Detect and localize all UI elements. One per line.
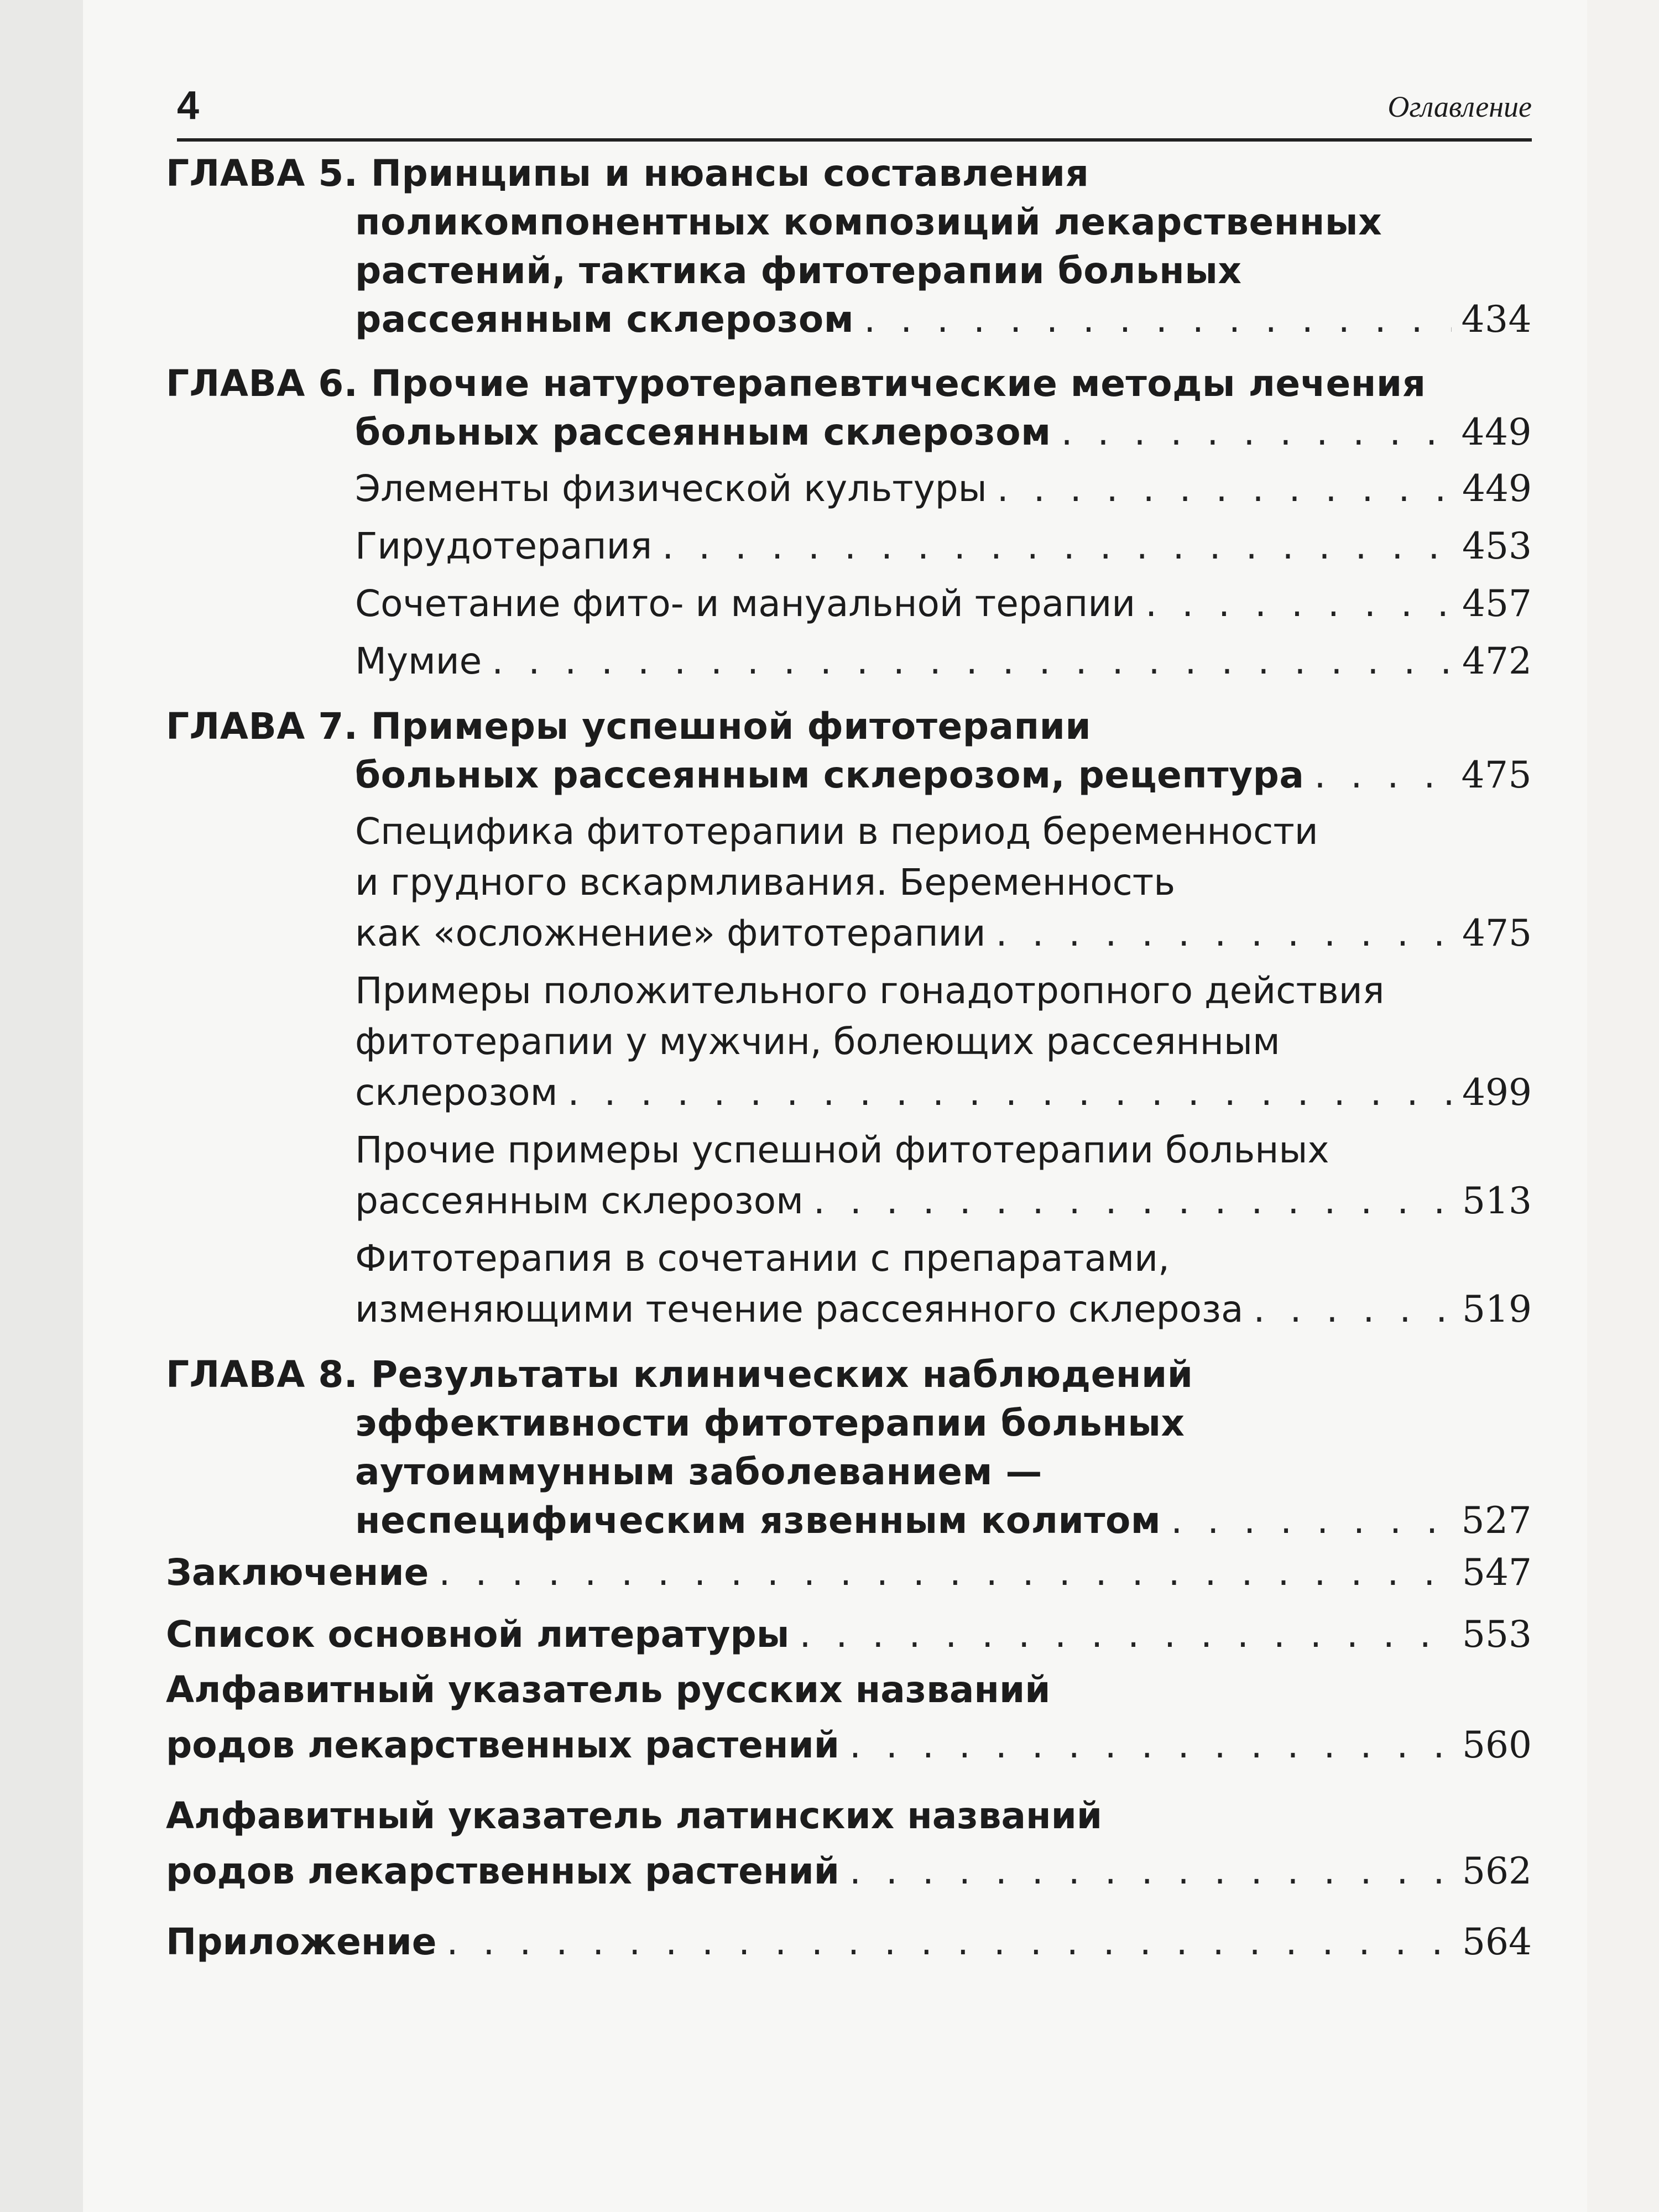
toc-entry-combined-drugs[interactable]: [166, 1233, 1532, 1335]
toc-entry-line: фитотерапии у мужчин, болеющих рассеянным: [355, 1020, 1280, 1063]
toc-entry-line: родов лекарственных растений: [166, 1850, 840, 1892]
toc-entry-line: ГЛАВА 6. Прочие натуротерапевтические методы лечения: [166, 362, 1426, 405]
toc-entry-line: Гирудотерапия: [355, 525, 653, 567]
toc-entry-line: Список основной литературы: [166, 1613, 790, 1656]
toc-entry-line: Мумие: [355, 640, 482, 682]
page-ref: 453: [1462, 525, 1532, 567]
dot-leader: [997, 463, 1452, 514]
toc-entry-last-line: [355, 908, 1532, 959]
dot-leader: [439, 1545, 1452, 1600]
toc-entry-last-line: [166, 1844, 1532, 1899]
toc-entry-line: Фитотерапия в сочетании с препаратами,: [355, 1237, 1170, 1280]
running-title: Оглавление: [1387, 90, 1532, 123]
toc-entry-last-line: [166, 751, 1532, 800]
toc-entry-line: Элементы физической культуры: [355, 467, 987, 510]
toc-entry-chapter-7[interactable]: [166, 702, 1532, 800]
page-ref: 499: [1462, 1071, 1532, 1114]
toc-entry-appendix[interactable]: [166, 1914, 1532, 1970]
toc-entry-chapter-8[interactable]: [166, 1350, 1532, 1545]
toc-entry-last-line: [355, 1067, 1532, 1118]
page-ref: 513: [1462, 1180, 1532, 1222]
toc-entry-chapter-6[interactable]: [166, 359, 1532, 457]
toc-entry-line: Специфика фитотерапии в период беременности: [355, 810, 1318, 853]
toc-entry-line: больных рассеянным склерозом, рецептура: [355, 754, 1305, 796]
page-ref: 560: [1462, 1724, 1532, 1766]
page-edge: [0, 0, 83, 2212]
dot-leader: [662, 521, 1452, 572]
dot-leader: [1171, 1496, 1451, 1545]
dot-leader: [799, 1607, 1452, 1662]
toc-entry-line: Алфавитный указатель русских названий: [166, 1668, 1051, 1711]
toc-entry-last-line: [166, 1607, 1532, 1662]
toc-entry-line: Прочие примеры успешной фитотерапии больных: [355, 1129, 1329, 1171]
toc-entry-index-latin[interactable]: [166, 1788, 1532, 1899]
dot-leader: [1061, 408, 1452, 457]
toc-entry-last-line: [166, 295, 1532, 344]
toc-entry-line: Заключение: [166, 1551, 429, 1594]
toc-entry-last-line: [355, 578, 1532, 629]
dot-leader: [492, 636, 1452, 687]
dot-leader: [864, 295, 1451, 344]
toc-entry-line: эффективности фитотерапии больных: [355, 1402, 1185, 1444]
page-ref: 472: [1462, 640, 1532, 682]
dot-leader: [849, 1844, 1452, 1899]
dot-leader: [567, 1067, 1452, 1118]
toc-entry-line: поликомпонентных композиций лекарственных: [355, 201, 1383, 243]
toc-entry-other-examples[interactable]: [166, 1125, 1532, 1227]
toc-entry-last-line: [355, 636, 1532, 687]
toc-entry-line: Алфавитный указатель латинских названий: [166, 1794, 1103, 1837]
toc-entry-mumie[interactable]: [166, 636, 1532, 687]
dot-leader: [813, 1176, 1452, 1227]
toc-entry-line: Приложение: [166, 1921, 437, 1963]
toc-entry-line: больных рассеянным склерозом: [355, 411, 1051, 453]
table-of-contents: [166, 149, 1532, 1970]
page-number: 4: [177, 84, 200, 128]
toc-entry-line: склерозом: [355, 1071, 558, 1114]
toc-entry-line: Примеры положительного гонадотропного действия: [355, 969, 1385, 1012]
toc-entry-last-line: [355, 463, 1532, 514]
toc-entry-conclusion[interactable]: [166, 1545, 1532, 1600]
toc-entry-line: рассеянным склерозом: [355, 1180, 804, 1222]
toc-entry-line: ГЛАВА 8. Результаты клинических наблюдений: [166, 1353, 1193, 1396]
toc-entry-last-line: [166, 1545, 1532, 1600]
dot-leader: [849, 1718, 1452, 1773]
toc-entry-line: рассеянным склерозом: [355, 298, 854, 341]
toc-entry-last-line: [355, 521, 1532, 572]
toc-entry-gonadotropic[interactable]: [166, 966, 1532, 1118]
toc-entry-phyto-manual[interactable]: [166, 578, 1532, 629]
toc-entry-line: родов лекарственных растений: [166, 1724, 840, 1766]
toc-entry-last-line: [166, 1914, 1532, 1970]
toc-entry-physical-culture[interactable]: [166, 463, 1532, 514]
dot-leader: [446, 1914, 1452, 1970]
page-ref: 475: [1461, 754, 1532, 796]
page-ref: 475: [1462, 912, 1532, 954]
dot-leader: [995, 908, 1452, 959]
toc-entry-last-line: [355, 1176, 1532, 1227]
toc-entry-last-line: [166, 1496, 1532, 1545]
page-ref: 564: [1462, 1921, 1532, 1963]
toc-entry-line: как «осложнение» фитотерапии: [355, 912, 986, 954]
toc-entry-line: растений, тактика фитотерапии больных: [355, 249, 1242, 292]
page-ref: 553: [1462, 1613, 1532, 1656]
toc-entry-hirudotherapy[interactable]: [166, 521, 1532, 572]
toc-entry-line: аутоиммунным заболеванием —: [355, 1451, 1042, 1493]
toc-entry-line: и грудного вскармливания. Беременность: [355, 861, 1176, 904]
toc-entry-line: изменяющими течение рассеянного склероза: [355, 1288, 1244, 1331]
toc-entry-index-russian[interactable]: [166, 1662, 1532, 1773]
page-ref: 449: [1462, 467, 1532, 510]
toc-entry-last-line: [355, 1284, 1532, 1335]
page-header: [177, 77, 1532, 142]
dot-leader: [1145, 578, 1452, 629]
page-ref: 547: [1462, 1551, 1532, 1594]
page-ref: 519: [1462, 1288, 1532, 1331]
page-ref: 562: [1462, 1850, 1532, 1892]
toc-entry-line: ГЛАВА 7. Примеры успешной фитотерапии: [166, 705, 1092, 748]
page-ref: 457: [1462, 582, 1532, 625]
toc-entry-last-line: [166, 1718, 1532, 1773]
page-ref: 527: [1461, 1499, 1532, 1542]
page-ref: 449: [1461, 411, 1532, 453]
toc-entry-literature[interactable]: [166, 1607, 1532, 1662]
toc-entry-pregnancy[interactable]: [166, 806, 1532, 959]
page-ref: 434: [1461, 298, 1532, 341]
toc-entry-chapter-5[interactable]: [166, 149, 1532, 344]
toc-entry-last-line: [166, 408, 1532, 457]
toc-entry-line: неспецифическим язвенным колитом: [355, 1499, 1161, 1542]
dot-leader: [1314, 751, 1451, 800]
toc-entry-line: ГЛАВА 5. Принципы и нюансы составления: [166, 152, 1089, 195]
dot-leader: [1254, 1284, 1453, 1335]
toc-entry-line: Сочетание фито- и мануальной терапии: [355, 582, 1136, 625]
